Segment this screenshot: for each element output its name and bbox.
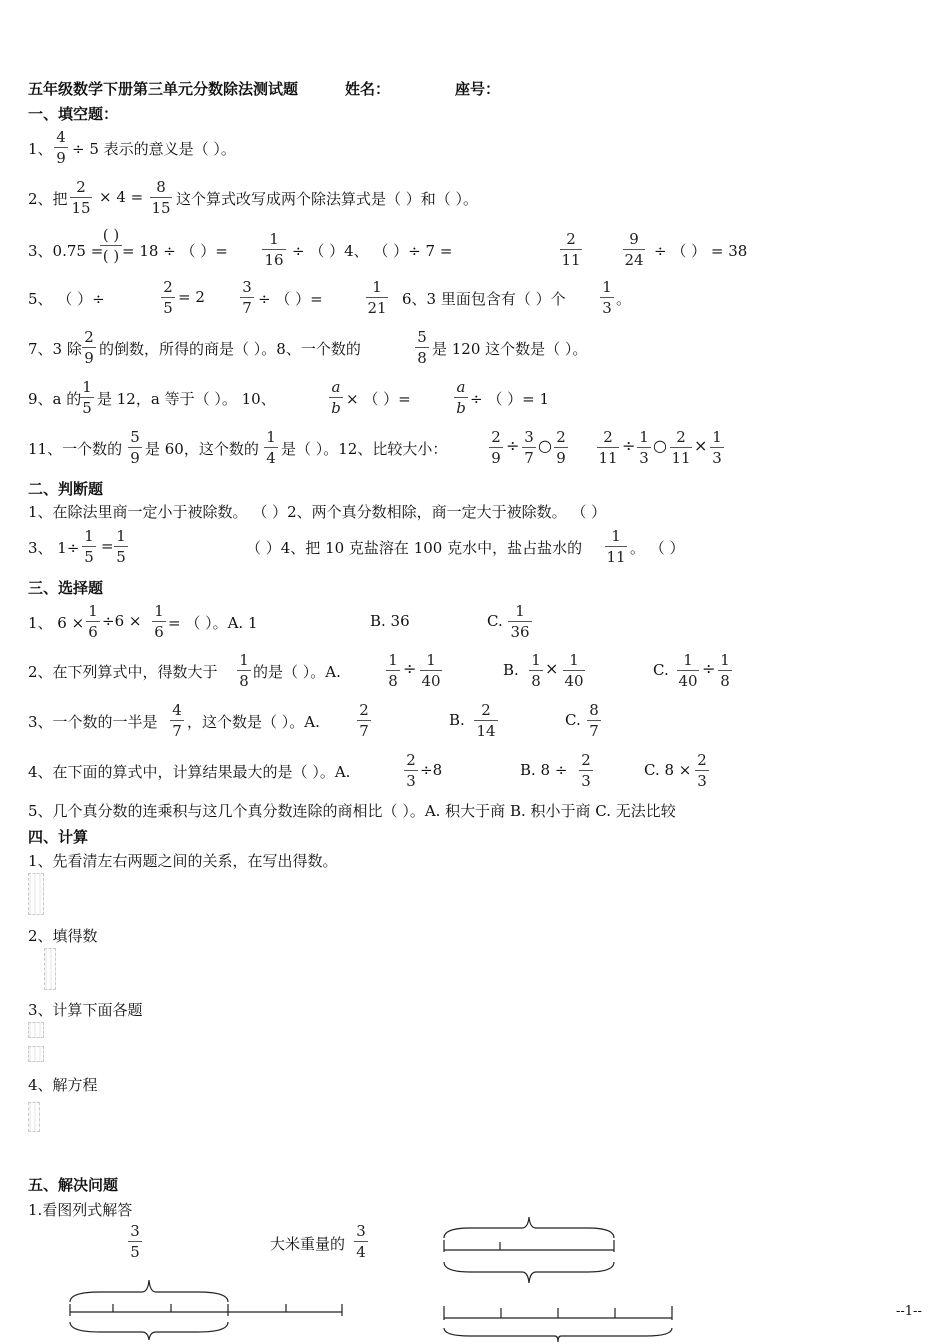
fraction: 1 6 xyxy=(152,602,166,641)
choice-q2-c: C. xyxy=(653,661,669,679)
divide-sign: ÷ xyxy=(506,436,520,455)
choice-q1-mid: ÷6 × xyxy=(102,612,142,630)
fraction: 3 5 xyxy=(128,1222,142,1261)
rice-label: 大米重量的 xyxy=(270,1235,346,1253)
fraction: 1 8 xyxy=(237,651,251,690)
q10-end: ÷ （ ）= 1 xyxy=(470,390,549,408)
judge-q4-text: （ ）4、把 10 克盐溶在 100 克水中，盐占盐水的 xyxy=(246,539,583,557)
fraction: 1 36 xyxy=(508,602,532,641)
choice-q4-c: C. 8 × xyxy=(644,761,692,779)
fraction: 1 8 xyxy=(529,651,543,690)
divide-sign: ÷ xyxy=(622,436,636,455)
choice-q2-b: B. xyxy=(503,661,519,679)
times-sign: × xyxy=(694,436,708,455)
fraction: 1 5 xyxy=(114,527,128,566)
choice-q4-b: B. 8 ÷ xyxy=(520,761,568,779)
fraction: 3 7 xyxy=(522,428,536,467)
fraction: 1 8 xyxy=(718,651,732,690)
judge-q4-end: 。 （ ） xyxy=(630,539,685,557)
q5-label: 5、 （ ）÷ xyxy=(28,290,105,308)
choice-q3-b: B. xyxy=(449,711,465,729)
fraction: 5 9 xyxy=(128,428,142,467)
brace-top xyxy=(70,1280,228,1302)
fraction: 1 4 xyxy=(264,428,278,467)
fraction: 1 5 xyxy=(82,527,96,566)
divide-sign: ÷ xyxy=(403,659,417,678)
choice-q3-a: ，这个数是（ ）。A. xyxy=(187,713,320,731)
fraction: 8 15 xyxy=(151,178,171,217)
equals-sign: = xyxy=(101,537,114,555)
brace-bottom xyxy=(70,1322,149,1340)
q2-text: 这个算式改写成两个除法算式是（ ）和（ ）。 xyxy=(176,190,479,208)
fraction: 1 6 xyxy=(86,602,100,641)
q3-text: = 18 ÷ （ ）= xyxy=(122,242,228,260)
calc-q3: 3、计算下面各题 xyxy=(28,1001,143,1019)
compare-circle: ○ xyxy=(653,436,667,455)
fraction: 1 40 xyxy=(421,651,441,690)
calc-q1: 1、先看清左右两题之间的关系，在写出得数。 xyxy=(28,852,338,870)
q5-result: = 2 xyxy=(178,288,205,306)
q8-text: 是 120 这个数是（ ）。 xyxy=(432,340,588,358)
choice-q5: 5、几个真分数的连乘积与这几个真分数连除的商相比（ ）。A. 积大于商 B. 积小于商 C. 无法比较 xyxy=(28,802,676,820)
q2-op: × 4 = xyxy=(99,188,144,206)
q1-label: 1、 xyxy=(28,140,53,158)
fraction: 2 9 xyxy=(82,328,96,367)
fraction: 2 7 xyxy=(357,701,371,740)
judge-q3-label: 3、 1÷ xyxy=(28,539,80,557)
fraction-blank: ( ) ( ) xyxy=(100,226,122,265)
choice-q3-label: 3、一个数的一半是 xyxy=(28,713,158,731)
fraction: 1 3 xyxy=(710,428,724,467)
choice-q1-c: C. xyxy=(487,612,503,630)
section-judge: 二、判断题 xyxy=(28,480,104,498)
fraction: 1 5 xyxy=(80,378,94,417)
fraction: 9 24 xyxy=(624,230,644,269)
fraction: 1 16 xyxy=(262,230,286,269)
fraction: 3 7 xyxy=(240,278,254,317)
fraction: 8 7 xyxy=(587,701,601,740)
q12-text: 是（ ）。12、比较大小： xyxy=(281,440,448,458)
q7-label: 7、3 除 xyxy=(28,340,82,358)
fraction: 2 3 xyxy=(695,751,709,790)
fraction: 1 8 xyxy=(386,651,400,690)
q4-text: ÷ （ ）4、 （ ）÷ 7 = xyxy=(292,242,453,260)
fraction: 4 9 xyxy=(54,128,68,167)
choice-q1-a: = （ ）。A. 1 xyxy=(168,614,258,632)
fraction: a b xyxy=(329,378,343,417)
q11-label: 11、一个数的 xyxy=(28,440,123,458)
fraction: 5 8 xyxy=(415,328,429,367)
fraction: 1 21 xyxy=(367,278,387,317)
times-sign: × xyxy=(545,659,559,678)
choice-q1-label: 1、 6 × xyxy=(28,614,85,632)
section-fill-blank: 一、填空题： xyxy=(28,105,119,123)
fraction: 2 9 xyxy=(554,428,568,467)
seat-label: 座号： xyxy=(455,80,501,98)
fraction: 1 3 xyxy=(600,278,614,317)
choice-q4-label: 4、在下面的算式中，计算结果最大的是（ ）。A. xyxy=(28,763,351,781)
fraction: 3 4 xyxy=(354,1222,368,1261)
q4-text-end: ÷ （ ） = 38 xyxy=(654,242,748,260)
page-number: --1-- xyxy=(896,1304,922,1319)
q6-text: 6、3 里面包含有（ ）个 xyxy=(402,290,566,308)
fraction: 4 7 xyxy=(170,701,184,740)
calc-q4: 4、解方程 xyxy=(28,1076,98,1094)
q11-text: 是 60，这个数的 xyxy=(145,440,259,458)
q9-label: 9、a 的 xyxy=(28,390,82,408)
choice-q3-c: C. xyxy=(565,711,581,729)
section-choice: 三、选择题 xyxy=(28,579,104,597)
fraction: 2 15 xyxy=(71,178,91,217)
fraction: 1 3 xyxy=(637,428,651,467)
fraction: 1 40 xyxy=(564,651,584,690)
q7-text: 的倒数，所得的商是（ ）。8、一个数的 xyxy=(99,340,361,358)
q3-label: 3、0.75 = xyxy=(28,242,104,260)
name-label: 姓名： xyxy=(345,80,391,98)
brace-bottom xyxy=(444,1328,672,1342)
fraction: a b xyxy=(454,378,468,417)
compare-circle: ○ xyxy=(538,436,552,455)
calc-q2: 2、填得数 xyxy=(28,927,98,945)
fraction: 2 5 xyxy=(161,278,175,317)
q10-text: × （ ）= xyxy=(346,390,411,408)
brace-bottom xyxy=(444,1262,614,1283)
q6-end: 。 xyxy=(616,290,632,308)
fraction: 2 9 xyxy=(489,428,503,467)
choice-q1-b: B. 36 xyxy=(370,612,410,630)
fraction: 2 11 xyxy=(561,230,581,269)
q1-text: ÷ 5 表示的意义是（ ）。 xyxy=(72,140,236,158)
section-solve: 五、解决问题 xyxy=(28,1176,119,1194)
brace-top xyxy=(444,1217,614,1238)
judge-q1-q2: 1、在除法里商一定小于被除数。 （ ）2、两个真分数相除，商一定大于被除数。 （ ） xyxy=(28,503,607,521)
solve-q1: 1.看图列式解答 xyxy=(28,1201,133,1219)
section-calc: 四、计算 xyxy=(28,828,89,846)
choice-q2-a: 的是（ ）。A. xyxy=(253,663,341,681)
q9-text: 是 12，a 等于（ ）。 10、 xyxy=(97,390,276,408)
fraction: 2 3 xyxy=(579,751,593,790)
fraction: 1 11 xyxy=(606,527,626,566)
fraction: 2 14 xyxy=(474,701,498,740)
q5-text: ÷ （ ）= xyxy=(258,290,323,308)
q2-label: 2、把 xyxy=(28,190,68,208)
choice-q2-label: 2、在下列算式中，得数大于 xyxy=(28,663,218,681)
page-title: 五年级数学下册第三单元分数除法测试题 xyxy=(28,80,299,98)
fraction: 2 11 xyxy=(671,428,691,467)
fraction: 2 3 xyxy=(404,751,418,790)
fraction: 2 11 xyxy=(598,428,618,467)
fraction: 1 40 xyxy=(678,651,698,690)
choice-q4-a: ÷8 xyxy=(420,761,443,779)
divide-sign: ÷ xyxy=(702,659,716,678)
